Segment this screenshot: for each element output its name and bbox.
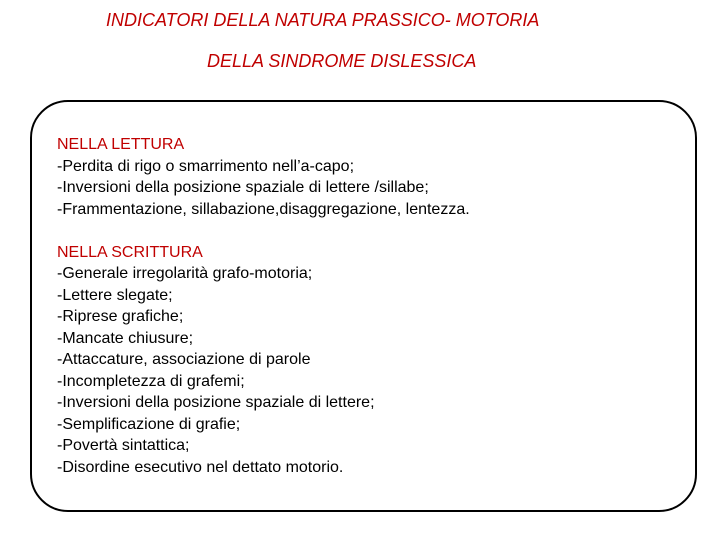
section-reading [57, 134, 697, 220]
list-item: -Semplificazione di grafie; [57, 415, 241, 433]
list-item: -Mancate chiusure; [57, 329, 194, 347]
list-item: -Attaccature, associazione di parole [57, 351, 311, 368]
section-heading-writing: NELLA SCRITTURA [57, 243, 203, 261]
slide-title-line-2: DELLA SINDROME DISLESSICA [207, 51, 477, 71]
list-item: -Frammentazione, sillabazione,disaggregazione, lentezza. [57, 200, 470, 218]
list-item: -Lettere slegate; [57, 286, 173, 304]
list-item: -Riprese grafiche; [57, 308, 184, 325]
content-text [57, 134, 697, 478]
list-item: -Generale irregolarità grafo-motoria; [57, 265, 313, 282]
section-heading-reading: NELLA LETTURA [57, 136, 185, 153]
section-writing [57, 242, 697, 479]
list-item: -Inversioni della posizione spaziale di lettere; [57, 394, 375, 411]
list-item: -Perdita di rigo o smarrimento nell’a-capo; [57, 157, 355, 175]
slide-title-line-1: INDICATORI DELLA NATURA PRASSICO- MOTORIA [106, 10, 540, 30]
list-item: -Disordine esecutivo nel dettato motorio. [57, 458, 344, 476]
list-item: -Inversioni della posizione spaziale di lettere /sillabe; [57, 179, 429, 196]
list-item: -Povertà sintattica; [57, 437, 190, 454]
list-item: -Incompletezza di grafemi; [57, 372, 245, 390]
